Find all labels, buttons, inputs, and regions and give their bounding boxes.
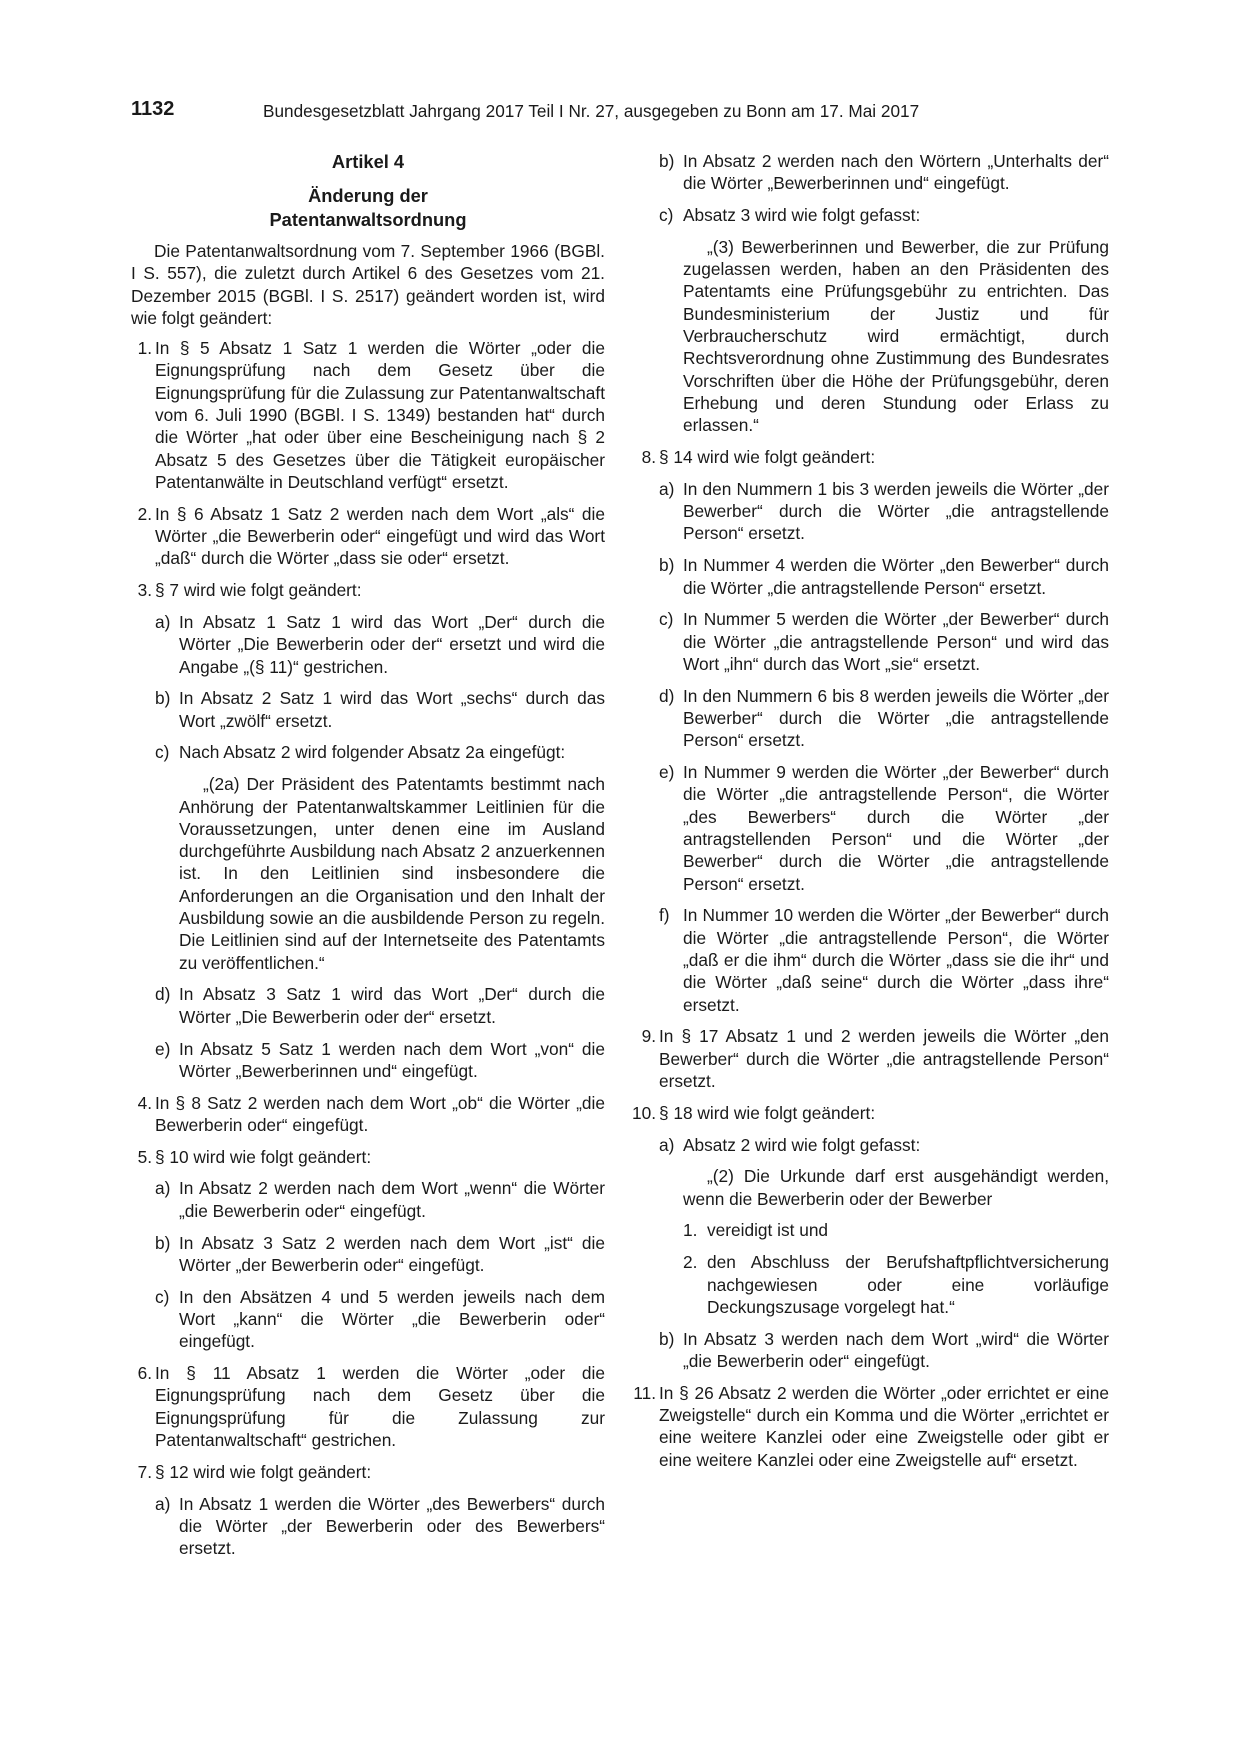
- sub-item: [635, 904, 1109, 1015]
- sub-item-text: In Nummer 5 werden die Wörter „der Bewerber“ durch die Wörter „die antragstellende Person“ und wird das Wort „ihn“ durch das Wort „sie“ ersetzt.: [683, 609, 1109, 674]
- sub-item: [131, 1286, 605, 1353]
- item-text: § 12 wird wie folgt geändert:: [155, 1461, 372, 1482]
- quoted-list-item: [635, 1251, 1109, 1318]
- sub-item-letter: a): [155, 1493, 171, 1514]
- sub-item-letter: a): [155, 1178, 171, 1199]
- sub-item-text: Nach Absatz 2 wird folgender Absatz 2a eingefügt:: [179, 742, 566, 763]
- sub-item: [635, 150, 1109, 195]
- article-title-line1: Änderung der: [308, 185, 428, 206]
- sub-item-letter: d): [659, 685, 675, 706]
- sub-item: [131, 1177, 605, 1222]
- sub-item-letter: a): [155, 611, 171, 632]
- item-text: In § 5 Absatz 1 Satz 1 werden die Wörter „oder die Eignungsprüfung nach dem Gesetz über die Eignungsprüfung für die Zulassung zur Patentanwaltschaft vom 6. Juli 1990 (BGBl. I S. 1349) bestanden hat“ durch die Wörter „hat oder über eine Bescheinigung nach § 2 Absatz 5 des Gesetzes über die Tätigkeit europäischer Patentanwälte in Deutschland verfügt“ ersetzt.: [155, 338, 605, 492]
- left-column: [131, 150, 605, 1569]
- sub-item: [131, 687, 605, 732]
- running-head: Bundesgesetzblatt Jahrgang 2017 Teil I Nr. 27, ausgegeben zu Bonn am 17. Mai 2017: [263, 101, 920, 121]
- quoted-item-text: vereidigt ist und: [707, 1220, 829, 1241]
- list-item: [635, 1382, 1109, 1471]
- list-item: [635, 446, 1109, 468]
- sub-item-letter: d): [155, 984, 171, 1005]
- item-number: 4.: [137, 1092, 152, 1113]
- item-number: 11.: [633, 1382, 656, 1403]
- sub-item-letter: a): [659, 478, 675, 499]
- sub-item: [131, 1493, 605, 1560]
- sub-item-letter: b): [155, 1232, 171, 1253]
- list-item: [635, 1025, 1109, 1092]
- sub-item-text: In Absatz 5 Satz 1 werden nach dem Wort „von“ die Wörter „Bewerberinnen und“ eingefügt.: [179, 1038, 605, 1081]
- list-item: [131, 1092, 605, 1137]
- sub-item-letter: c): [155, 1286, 170, 1307]
- item-number: 10.: [631, 1102, 656, 1123]
- sub-item-text: In den Nummern 6 bis 8 werden jeweils die Wörter „der Bewerber“ durch die Wörter „die antragstellende Person“ ersetzt.: [683, 685, 1109, 751]
- item-text: In § 26 Absatz 2 werden die Wörter „oder errichtet er eine Zweigstelle“ durch ein Komma und die Wörter „errichtet er eine weitere Kanzlei oder eine Zweigstelle oder gibt er eine weitere Kanzlei oder eine Zweigstelle auf“ ersetzt.: [659, 1382, 1109, 1470]
- list-item: [131, 1146, 605, 1168]
- item-number: 2.: [137, 503, 152, 524]
- sub-item-text: In Absatz 1 werden die Wörter „des Bewerbers“ durch die Wörter „der Bewerberin oder des Bewerbers“ ersetzt.: [179, 1493, 605, 1559]
- list-item: [131, 1362, 605, 1451]
- sub-item-text: In den Absätzen 4 und 5 werden jeweils nach dem Wort „kann“ die Wörter „die Bewerberin oder“ eingefügt.: [179, 1286, 605, 1352]
- quoted-paragraph: „(2a) Der Präsident des Patentamts bestimmt nach Anhörung der Patentanwaltskammer Leitlinien für die Voraussetzungen, unter denen eine im Ausland durchgeführte Ausbildung nach Absatz 2 anzuerkennen ist. In den Leitlinien sind insbesondere die Anforderungen an die Organisation und den Inhalt der Ausbildung sowie an die ausbildende Person zu regeln. Die Leitlinien sind auf der Internetseite des Patentamts zu veröffentlichen.“: [179, 774, 605, 973]
- sub-item: [635, 554, 1109, 599]
- sub-item: [131, 1038, 605, 1083]
- sub-item-letter: c): [659, 609, 674, 630]
- sub-item-text: In Absatz 3 werden nach dem Wort „wird“ die Wörter „die Bewerberin oder“ eingefügt.: [683, 1328, 1109, 1371]
- item-text: § 10 wird wie folgt geändert:: [155, 1146, 372, 1167]
- sub-item-text: In Nummer 4 werden die Wörter „den Bewerber“ durch die Wörter „die antragstellende Person“ ersetzt.: [683, 555, 1109, 598]
- quoted-paragraph: „(2) Die Urkunde darf erst ausgehändigt werden, wenn die Bewerberin oder der Bewerber: [683, 1166, 1109, 1209]
- sub-item-text: In Nummer 9 werden die Wörter „der Bewerber“ durch die Wörter „die antragstellende Person“, die Wörter „des Bewerbers“ durch die Wörter „der antragstellenden Person“ und die Wörter „der Bewerber“ durch die Wörter „die antragstellende Person“ ersetzt.: [683, 762, 1109, 894]
- sub-item: [635, 1328, 1109, 1373]
- sub-item-text: In Absatz 3 Satz 1 wird das Wort „Der“ durch die Wörter „Die Bewerberin oder der“ ersetzt.: [179, 984, 605, 1027]
- article-title-line2: Patentanwaltsordnung: [269, 209, 467, 230]
- sub-item-text: In Absatz 3 Satz 2 werden nach dem Wort „ist“ die Wörter „der Bewerberin oder“ eingefügt.: [179, 1232, 605, 1275]
- article-intro: Die Patentanwaltsordnung vom 7. September 1966 (BGBl. I S. 557), die zuletzt durch Artikel 6 des Gesetzes vom 21. Dezember 2015 (BGBl. I S. 2517) geändert worden ist, wird wie folgt geändert:: [131, 241, 605, 328]
- sub-item-letter: b): [659, 151, 675, 171]
- right-column: [631, 150, 1109, 1480]
- quoted-paragraph: „(3) Bewerberinnen und Bewerber, die zur Prüfung zugelassen werden, haben an den Präsidenten des Patentamts eine Prüfungsgebühr zu entrichten. Das Bundesministerium der Justiz und für Verbraucherschutz wird ermächtigt, durch Rechtsverordnung ohne Zustimmung des Bundesrates Vorschriften über die Höhe der Prüfungsgebühr, deren Erhebung und deren Stundung oder Erlass zu erlassen.“: [683, 236, 1109, 436]
- sub-item: [131, 1232, 605, 1277]
- sub-item-text: Absatz 2 wird wie folgt gefasst:: [683, 1134, 921, 1155]
- sub-item: [635, 478, 1109, 545]
- item-number: 5.: [137, 1146, 152, 1167]
- sub-item: [635, 685, 1109, 752]
- sub-item: [635, 761, 1109, 895]
- quoted-item-text: den Abschluss der Berufshaftpflichtversicherung nachgewiesen oder eine vorläufige Deckungszusage vorgelegt hat.“: [707, 1252, 1109, 1317]
- sub-item-text: In Absatz 2 werden nach den Wörtern „Unterhalts der“ die Wörter „Bewerberinnen und“ eingefügt.: [683, 151, 1109, 194]
- sub-item: [131, 741, 605, 763]
- sub-item-text: In Absatz 1 Satz 1 wird das Wort „Der“ durch die Wörter „Die Bewerberin oder der“ ersetzt und wird die Angabe „(§ 11)“ gestrichen.: [179, 611, 605, 677]
- item-text: § 18 wird wie folgt geändert:: [659, 1102, 876, 1123]
- list-item: [131, 337, 605, 493]
- article-label: Artikel 4: [331, 151, 405, 172]
- quoted-item-number: 2.: [683, 1252, 698, 1273]
- sub-item-text: Absatz 3 wird wie folgt gefasst:: [683, 205, 921, 226]
- item-text: In § 6 Absatz 1 Satz 2 werden nach dem Wort „als“ die Wörter „die Bewerberin oder“ eingefügt und wird das Wort „daß“ durch die Wörter „dass sie oder“ ersetzt.: [155, 503, 605, 569]
- item-number: 8.: [641, 447, 656, 468]
- sub-item-letter: b): [659, 1328, 675, 1349]
- item-number: 7.: [137, 1461, 152, 1482]
- sub-item: [635, 608, 1109, 675]
- list-item: [131, 1461, 605, 1483]
- item-text: § 14 wird wie folgt geändert:: [659, 447, 876, 468]
- list-item: [131, 579, 605, 601]
- sub-item-letter: f): [659, 905, 670, 926]
- item-text: In § 17 Absatz 1 und 2 werden jeweils die Wörter „den Bewerber“ durch die Wörter „die antragstellende Person“ ersetzt.: [659, 1026, 1109, 1091]
- item-text: § 7 wird wie folgt geändert:: [155, 580, 362, 601]
- item-text: In § 8 Satz 2 werden nach dem Wort „ob“ die Wörter „die Bewerberin oder“ eingefügt.: [155, 1092, 605, 1135]
- sub-item: [131, 611, 605, 678]
- item-number: 9.: [641, 1026, 656, 1047]
- list-item: [631, 1102, 1109, 1124]
- item-text: In § 11 Absatz 1 werden die Wörter „oder die Eignungsprüfung nach dem Gesetz über die Eignungsprüfung für die Zulassung zur Patentanwaltschaft“ gestrichen.: [155, 1363, 605, 1450]
- sub-item: [131, 983, 605, 1028]
- sub-item: [635, 1134, 1109, 1156]
- sub-item-text: In Absatz 2 werden nach dem Wort „wenn“ die Wörter „die Bewerberin oder“ eingefügt.: [179, 1178, 605, 1221]
- quoted-item-number: 1.: [683, 1220, 698, 1241]
- sub-item-text: In den Nummern 1 bis 3 werden jeweils die Wörter „der Bewerber“ durch die Wörter „die antragstellende Person“ ersetzt.: [683, 478, 1109, 544]
- sub-item-letter: c): [155, 742, 170, 763]
- item-number: 1.: [137, 338, 152, 359]
- sub-item-text: In Absatz 2 Satz 1 wird das Wort „sechs“ durch das Wort „zwölf“ ersetzt.: [179, 688, 605, 731]
- sub-item-text: In Nummer 10 werden die Wörter „der Bewerber“ durch die Wörter „die antragstellende Person“, die Wörter „daß er die ihm“ durch die Wörter „dass sie die ihr“ und die Wörter „daß seine“ durch die Wörter „dass ihre“ ersetzt.: [683, 905, 1109, 1015]
- sub-item-letter: c): [659, 205, 674, 226]
- sub-item-letter: b): [659, 555, 675, 576]
- sub-item-letter: a): [659, 1134, 675, 1155]
- sub-item: [635, 204, 1109, 226]
- sub-item-letter: e): [659, 762, 675, 783]
- sub-item-letter: e): [155, 1038, 171, 1059]
- item-number: 3.: [137, 580, 152, 601]
- page-number: 1132: [131, 98, 175, 120]
- item-number: 6.: [137, 1363, 152, 1384]
- list-item: [131, 503, 605, 570]
- quoted-list-item: [635, 1219, 1109, 1241]
- sub-item-letter: b): [155, 688, 171, 709]
